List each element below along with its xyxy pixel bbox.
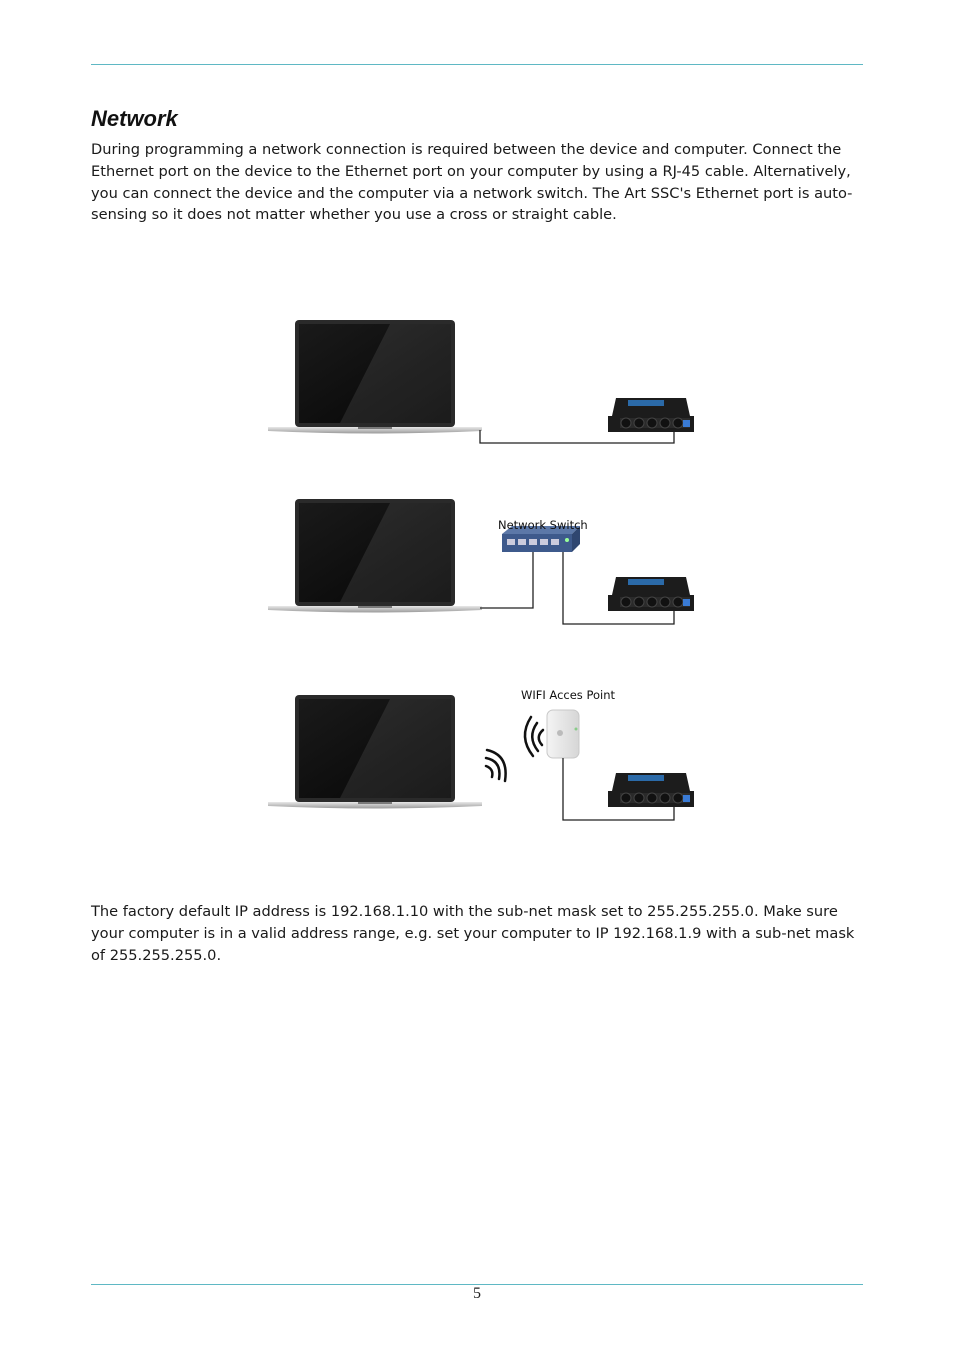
wifi-access-point-label: WIFI Acces Point <box>521 688 616 702</box>
section-heading: Network <box>91 106 178 131</box>
art-ssc-device-icon <box>608 398 694 432</box>
wifi-waves-icon <box>486 750 506 781</box>
laptop-icon <box>268 695 482 809</box>
art-ssc-device-icon <box>608 577 694 611</box>
network-switch-label: Network Switch <box>498 518 588 532</box>
laptop-icon <box>268 499 482 613</box>
intro-paragraph: During programming a network connection is required between the device and computer. Connect the Ethernet port on the device to the Ethernet port on your computer by using a RJ-45 cable. Alternatively, you can connect the device and the computer via a network switch. The Art SSC's Ethernet port is auto-sensing so it does not matter whether you use a cross or straight cable. <box>91 141 853 224</box>
art-ssc-device-icon <box>608 773 694 807</box>
switch-connection <box>268 499 694 624</box>
wifi-access-point-icon <box>547 710 579 758</box>
page-number: 5 <box>473 1285 481 1302</box>
laptop-icon <box>268 320 482 434</box>
network-diagram-graphic <box>250 270 710 850</box>
wifi-waves-icon <box>525 717 543 756</box>
header-rule <box>91 64 863 65</box>
ip-address-paragraph: The factory default IP address is 192.168.1.10 with the sub-net mask set to 255.255.255.0. Make sure your computer is in a valid address range, e.g. set your computer to IP 192.168.1.9 with a sub-net mask of 255.255.255.0. <box>91 903 855 964</box>
network-diagram <box>250 270 710 850</box>
wifi-connection <box>268 695 694 820</box>
direct-connection <box>268 320 694 443</box>
